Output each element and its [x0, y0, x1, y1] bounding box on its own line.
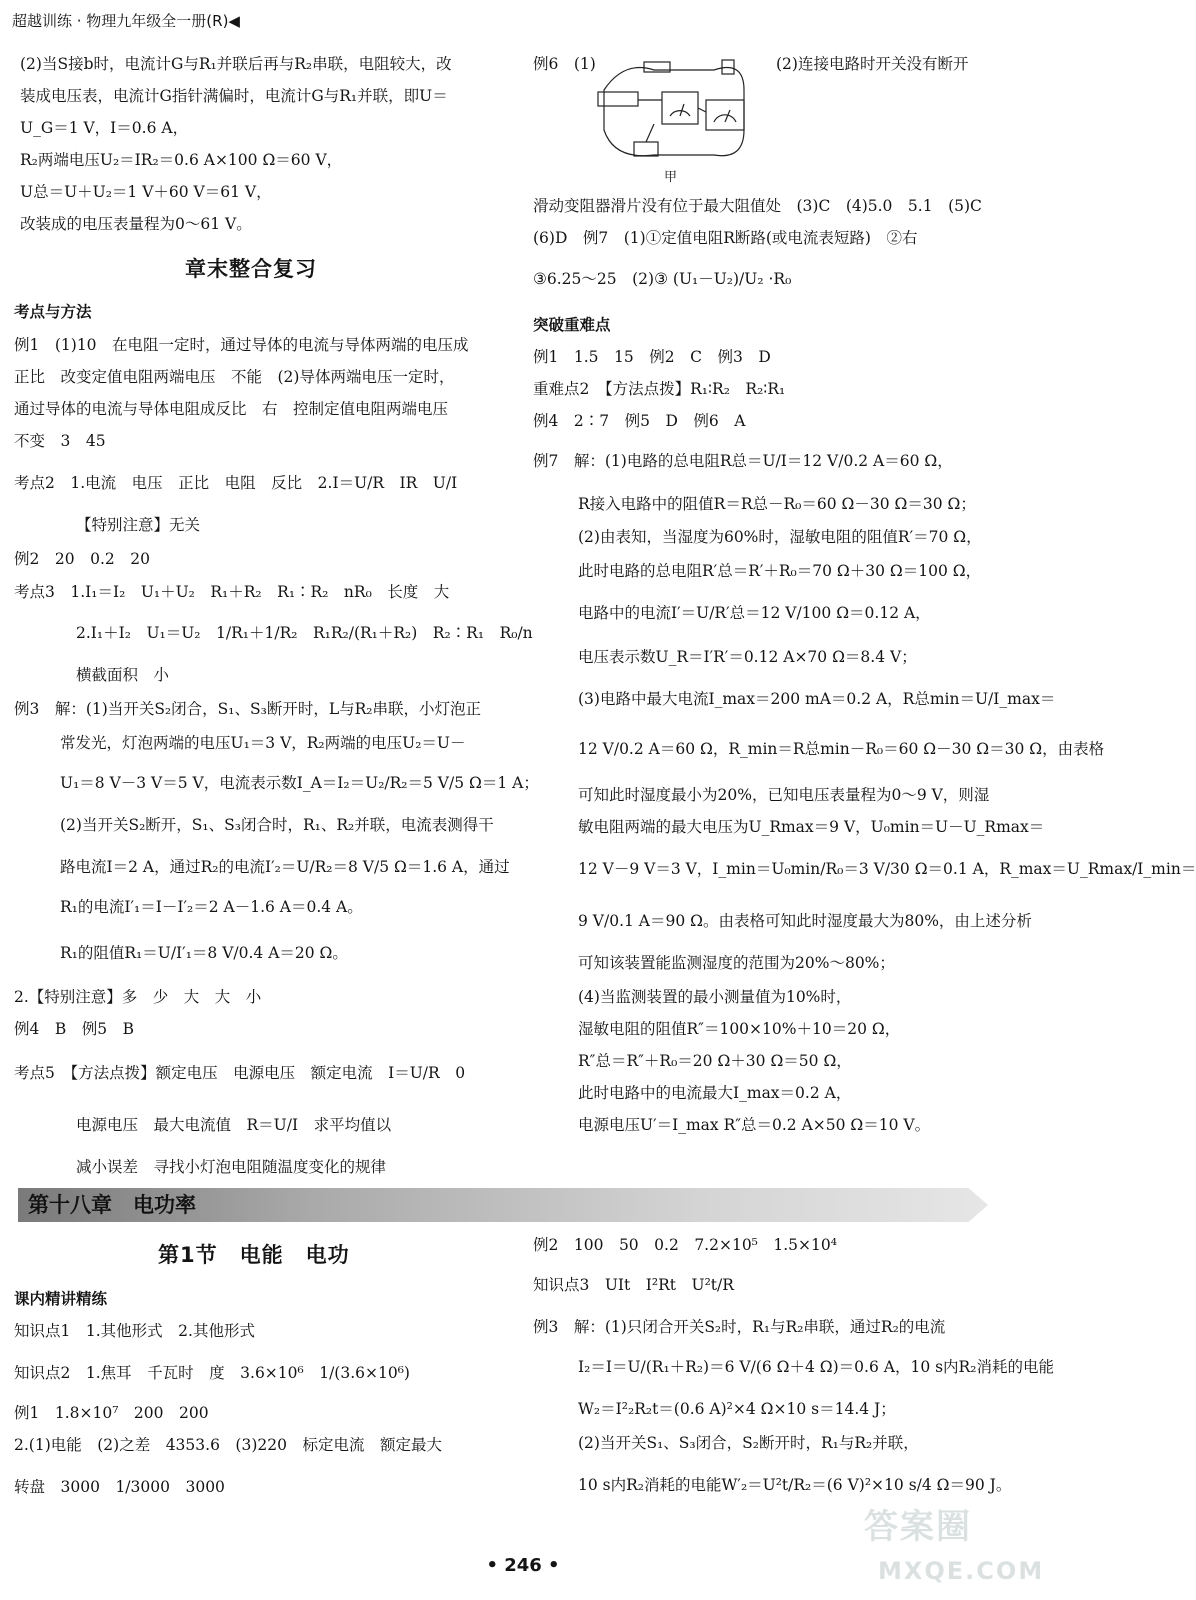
text-line: 例3 解：(1)当开关S₂闭合，S₁、S₃断开时，L与R₂串联，小灯泡正 [14, 700, 481, 718]
text-line: 考点2 1.电流 电压 正比 电阻 反比 2.I＝U/R IR U/I [14, 474, 458, 492]
text-line: 知识点1 1.其他形式 2.其他形式 [14, 1322, 255, 1340]
text-line: 此时电路的总电阻R′总＝R′＋R₀＝70 Ω＋30 Ω＝100 Ω， [578, 562, 982, 580]
text-line: 湿敏电阻的阻值R″＝100×10%＋10＝20 Ω， [578, 1020, 901, 1038]
figure-caption: 甲 [664, 170, 678, 185]
text-line: 【特别注意】无关 [76, 516, 201, 534]
text-line: (2)由表知，当湿度为60%时，湿敏电阻的阻值R′＝70 Ω， [578, 528, 982, 546]
text-line: R″总＝R″＋R₀＝20 Ω＋30 Ω＝50 Ω， [578, 1052, 852, 1070]
chapter-title: 第十八章 电功率 [28, 1193, 196, 1217]
text-line: 知识点3 UIt I²Rt U²t/R [533, 1276, 734, 1294]
text-line: 不变 3 45 [14, 432, 106, 450]
text-line: R接入电路中的阻值R＝R总－R₀＝60 Ω－30 Ω＝30 Ω； [578, 495, 976, 513]
text-line: (2)连接电路时开关没有断开 [776, 55, 969, 73]
section-heading: 课内精讲精练 [14, 1290, 108, 1308]
running-header: 超越训练 · 物理九年级全一册(R)◀ [12, 12, 240, 30]
text-line: (6)D 例7 (1)①定值电阻R断路(或电流表短路) ②右 [533, 229, 918, 247]
text-line: 例1 (1)10 在电阻一定时，通过导体的电流与导体两端的电压成 [14, 336, 469, 354]
text-line: (2)当开关S₁、S₃闭合，S₂断开时，R₁与R₂并联， [578, 1434, 919, 1452]
text-line: 通过导体的电流与导体电阻成反比 右 控制定值电阻两端电压 [14, 400, 449, 418]
text-line: 例2 100 50 0.2 7.2×10⁵ 1.5×10⁴ [533, 1236, 837, 1254]
text-line: 例4 2∶7 例5 D 例6 A [533, 412, 746, 430]
text-line: 考点5 【方法点拨】额定电压 电源电压 额定电流 I＝U/R 0 [14, 1064, 466, 1082]
text-line: 敏电阻两端的最大电压为U_Rmax＝9 V，U₀min＝U－U_Rmax＝ [578, 818, 1045, 836]
text-line: R₂两端电压U₂＝IR₂＝0.6 A×100 Ω＝60 V， [20, 151, 343, 169]
text-line: 例1 1.5 15 例2 C 例3 D [533, 348, 771, 366]
text-line: 例2 20 0.2 20 [14, 550, 150, 568]
text-line: U总＝U＋U₂＝1 V＋60 V＝61 V， [20, 183, 272, 201]
watermark-text: 答案圈 [864, 1507, 972, 1547]
text-line: 考点3 1.I₁＝I₂ U₁＋U₂ R₁＋R₂ R₁∶R₂ nR₀ 长度 大 [14, 583, 450, 601]
text-line: 滑动变阻器滑片没有位于最大阻值处 (3)C (4)5.0 5.1 (5)C [533, 197, 982, 215]
text-line: (4)当监测装置的最小测量值为10%时， [578, 988, 852, 1006]
text-line: 12 V－9 V＝3 V，I_min＝U₀min/R₀＝3 V/30 Ω＝0.1 A，R_max＝U_Rmax/I_min＝ [578, 860, 1196, 878]
text-line: 9 V/0.1 A＝90 Ω。由表格可知此时湿度最大为80%，由上述分析 [578, 912, 1032, 930]
text-line: 可知此时湿度最小为20%，已知电压表量程为0～9 V，则湿 [578, 786, 990, 804]
text-line: 2.I₁＋I₂ U₁＝U₂ 1/R₁＋1/R₂ R₁R₂/(R₁＋R₂) R₂∶R₁ R₀/n [76, 624, 533, 642]
text-line: W₂＝I²₂R₂t＝(0.6 A)²×4 Ω×10 s＝14.4 J； [578, 1400, 896, 1418]
text-line: 例4 B 例5 B [14, 1020, 135, 1038]
text-line: R₁的阻值R₁＝U/I′₁＝8 V/0.4 A＝20 Ω。 [60, 944, 348, 962]
text-line: 10 s内R₂消耗的电能W′₂＝U²t/R₂＝(6 V)²×10 s/4 Ω＝90 J。 [578, 1476, 1012, 1494]
text-line: 例1 1.8×10⁷ 200 200 [14, 1404, 209, 1422]
text-line: 重难点2 【方法点拨】R₁∶R₂ R₂∶R₁ [533, 380, 786, 398]
text-line: 减小误差 寻找小灯泡电阻随温度变化的规律 [76, 1158, 387, 1176]
text-line: 可知该装置能监测湿度的范围为20%～80%； [578, 954, 895, 972]
text-line: 电源电压U′＝I_max R″总＝0.2 A×50 Ω＝10 V。 [578, 1116, 931, 1134]
text-line: 路电流I＝2 A，通过R₂的电流I′₂＝U/R₂＝8 V/5 Ω＝1.6 A，通过 [60, 858, 510, 876]
text-line: 知识点2 1.焦耳 千瓦时 度 3.6×10⁶ 1/(3.6×10⁶) [14, 1364, 410, 1382]
text-line: 改装成的电压表量程为0～61 V。 [20, 215, 252, 233]
text-line: 横截面积 小 [76, 666, 170, 684]
text-line: 例3 解：(1)只闭合开关S₂时，R₁与R₂串联，通过R₂的电流 [533, 1318, 946, 1336]
text-line: 电源电压 最大电流值 R＝U/I 求平均值以 [76, 1116, 392, 1134]
page-number: • 246 • [486, 1555, 560, 1576]
text-line: 装成电压表，电流计G指针满偏时，电流计G与R₁并联，即U＝ [20, 87, 448, 105]
text-line: 电路中的电流I′＝U/R′总＝12 V/100 Ω＝0.12 A， [578, 604, 931, 622]
section-heading: 考点与方法 [14, 303, 92, 321]
text-line: 电压表示数U_R＝I′R′＝0.12 A×70 Ω＝8.4 V； [578, 648, 917, 666]
section-title: 第1节 电能 电功 [158, 1243, 350, 1267]
watermark-url: MXQE.COM [878, 1557, 1045, 1585]
text-line: 例7 解：(1)电路的总电阻R总＝U/I＝12 V/0.2 A＝60 Ω， [533, 452, 953, 470]
text-line: 转盘 3000 1/3000 3000 [14, 1478, 225, 1496]
text-line: R₁的电流I′₁＝I－I′₂＝2 A－1.6 A＝0.4 A。 [60, 898, 363, 916]
text-line: 正比 改变定值电阻两端电压 不能 (2)导体两端电压一定时， [14, 368, 455, 386]
section-heading: 突破重难点 [533, 316, 611, 334]
text-line: (2)当开关S₂断开，S₁、S₃闭合时，R₁、R₂并联，电流表测得干 [60, 816, 494, 834]
text-line: 2.(1)电能 (2)之差 4353.6 (3)220 标定电流 额定最大 [14, 1436, 442, 1454]
text-line: U_G＝1 V，I＝0.6 A， [20, 119, 189, 137]
chapter-review-title: 章末整合复习 [185, 257, 317, 281]
circuit-diagram [594, 50, 764, 168]
text-line: (3)电路中最大电流I_max＝200 mA＝0.2 A，R总min＝U/I_max＝ [578, 690, 1056, 708]
text-line: 例6 (1) [533, 55, 596, 73]
text-line: ③6.25～25 (2)③ (U₁－U₂)/U₂ ·R₀ [533, 270, 792, 288]
text-line: 2.【特别注意】多 少 大 大 小 [14, 988, 262, 1006]
text-line: I₂＝I＝U/(R₁＋R₂)＝6 V/(6 Ω＋4 Ω)＝0.6 A，10 s内R₂消耗的电能 [578, 1358, 1054, 1376]
text-line: (2)当S接b时，电流计G与R₁并联后再与R₂串联，电阻较大，改 [20, 55, 452, 73]
text-line: 12 V/0.2 A＝60 Ω，R_min＝R总min－R₀＝60 Ω－30 Ω＝30 Ω，由表格 [578, 740, 1105, 758]
watermark-logo [858, 1504, 1045, 1594]
text-line: U₁＝8 V－3 V＝5 V，电流表示数I_A＝I₂＝U₂/R₂＝5 V/5 Ω＝1 A； [60, 774, 539, 792]
text-line: 此时电路中的电流最大I_max＝0.2 A， [578, 1084, 852, 1102]
text-line: 常发光，灯泡两端的电压U₁＝3 V，R₂两端的电压U₂＝U－ [60, 734, 466, 752]
